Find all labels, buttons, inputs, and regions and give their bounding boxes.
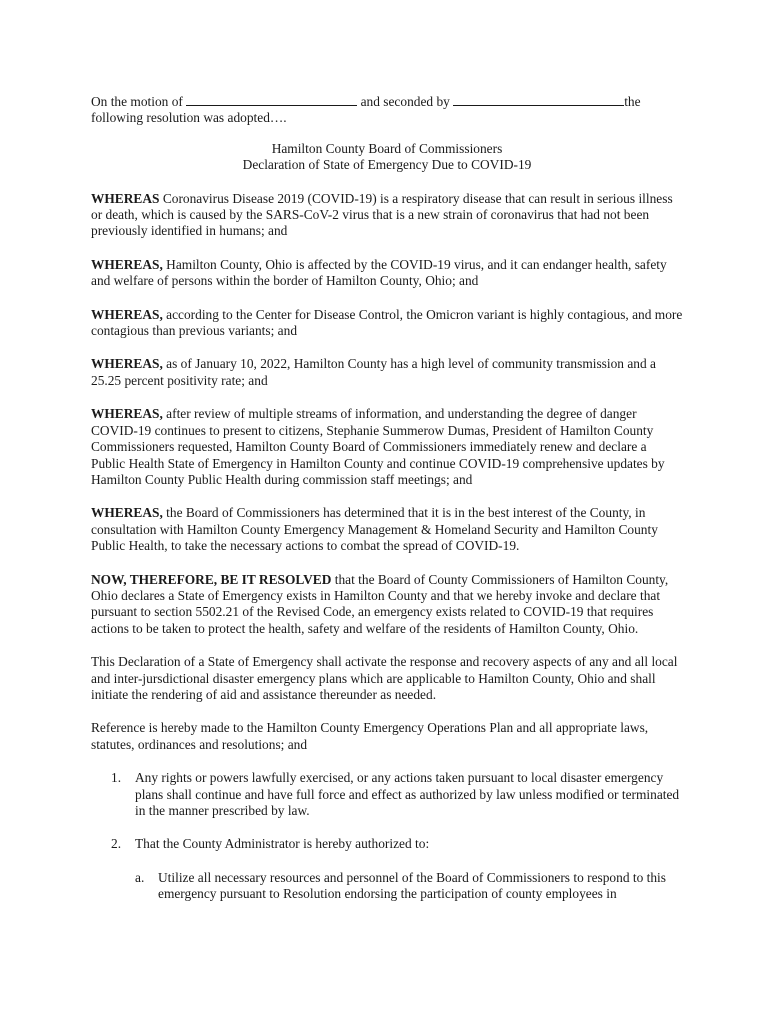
sub-item-letter: a. — [135, 869, 145, 885]
motion-suffix: the following resolution was adopted…. — [91, 94, 641, 126]
whereas-clause — [91, 505, 683, 554]
whereas-lead: WHEREAS — [91, 190, 160, 206]
reference-paragraph: Reference is hereby made to the Hamilton County Emergency Operations Plan and all appropriate laws, statutes, ordinances and resolutions; and — [91, 720, 649, 752]
document-page — [91, 93, 683, 920]
whereas-lead: WHEREAS, — [91, 356, 163, 372]
whereas-clause — [91, 307, 683, 340]
whereas-clause — [91, 191, 683, 240]
list-item — [91, 836, 683, 902]
list-item — [91, 770, 683, 819]
sub-items-list — [135, 870, 683, 903]
whereas-lead: WHEREAS, — [91, 306, 163, 322]
whereas-clause — [91, 356, 683, 389]
list-item-text: Any rights or powers lawfully exercised, or any actions taken pursuant to local disaster emergency plans shall continue and have full force and effect as authorized by law unless modified or terminated in the manner prescribed by law. — [135, 770, 680, 818]
list-item-number: 2. — [111, 836, 122, 852]
motion-prefix: On the motion of — [91, 94, 183, 109]
title-line-2: Declaration of State of Emergency Due to COVID-19 — [242, 157, 532, 173]
activation-paragraph: This Declaration of a State of Emergency shall activate the response and recovery aspects of any and all local and inter-jursdictional disaster emergency plans which are applicable to Hamilton County, Ohio and shall initiate the rendering of aid and assistance thereunder as needed. — [91, 654, 678, 702]
whereas-lead: WHEREAS, — [91, 256, 163, 272]
resolved-text: that the Board of County Commissioners of Hamilton County, Ohio declares a State of Emergency exists in Hamilton County and that we hereby invoke and declare that pursuant to section 5502.21 of the Revised Code, an emergency exists related to COVID-19 that requires actions to be taken to protect the health, safety and welfare of the residents of Hamilton County, Ohio. — [91, 571, 669, 636]
whereas-lead: WHEREAS, — [91, 505, 163, 521]
document-title — [91, 141, 683, 174]
list-item-number: 1. — [111, 770, 122, 786]
resolved-lead: NOW, THEREFORE, BE IT RESOLVED — [91, 571, 332, 587]
whereas-text: after review of multiple streams of information, and understanding the degree of danger COVID-19 continues to present to citizens, Stephanie Summerow Dumas, President of Hamilton County Commissioners requested, Hamilton County Board of Commissioners immediately renew and declare a Public Health State of Emergency in Hamilton County and continue COVID-19 comprehensive updates by Hamilton County Public Health during commission staff meetings; and — [91, 406, 665, 487]
motion-line — [91, 93, 683, 127]
whereas-text: according to the Center for Disease Control, the Omicron variant is highly contagious, and more contagious than previous variants; and — [91, 306, 683, 339]
sub-list-item — [135, 870, 683, 903]
whereas-text: Coronavirus Disease 2019 (COVID-19) is a respiratory disease that can result in serious illness or death, which is caused by the SARS-CoV-2 virus that is a new strain of coronavirus that had not been previously identified in humans; and — [91, 190, 673, 239]
title-line-1: Hamilton County Board of Commissioners — [271, 140, 503, 156]
whereas-clause — [91, 257, 683, 290]
seconded-label: and seconded by — [360, 94, 450, 109]
whereas-clause — [91, 406, 683, 488]
whereas-lead: WHEREAS, — [91, 406, 163, 422]
whereas-text: as of January 10, 2022, Hamilton County has a high level of community transmission and a 25.25 percent positivity rate; and — [91, 356, 656, 388]
resolved-clause — [91, 572, 683, 638]
seconded-blank-field[interactable] — [453, 93, 624, 106]
motion-blank-field[interactable] — [186, 93, 357, 106]
whereas-text: Hamilton County, Ohio is affected by the COVID-19 virus, and it can endanger health, safety and welfare of persons within the border of Hamilton County, Ohio; and — [91, 256, 667, 289]
whereas-text: the Board of Commissioners has determined that it is in the best interest of the County, in consultation with Hamilton County Emergency Management & Homeland Security and Hamilton County Public Health, to take the necessary actions to combat the spread of COVID-19. — [91, 505, 658, 554]
resolution-items-list — [91, 770, 683, 902]
sub-item-text: Utilize all necessary resources and personnel of the Board of Commissioners to respond to this emergency pursuant to Resolution endorsing the participation of county employees in — [158, 869, 666, 902]
list-item-text: That the County Administrator is hereby authorized to: — [135, 836, 430, 852]
